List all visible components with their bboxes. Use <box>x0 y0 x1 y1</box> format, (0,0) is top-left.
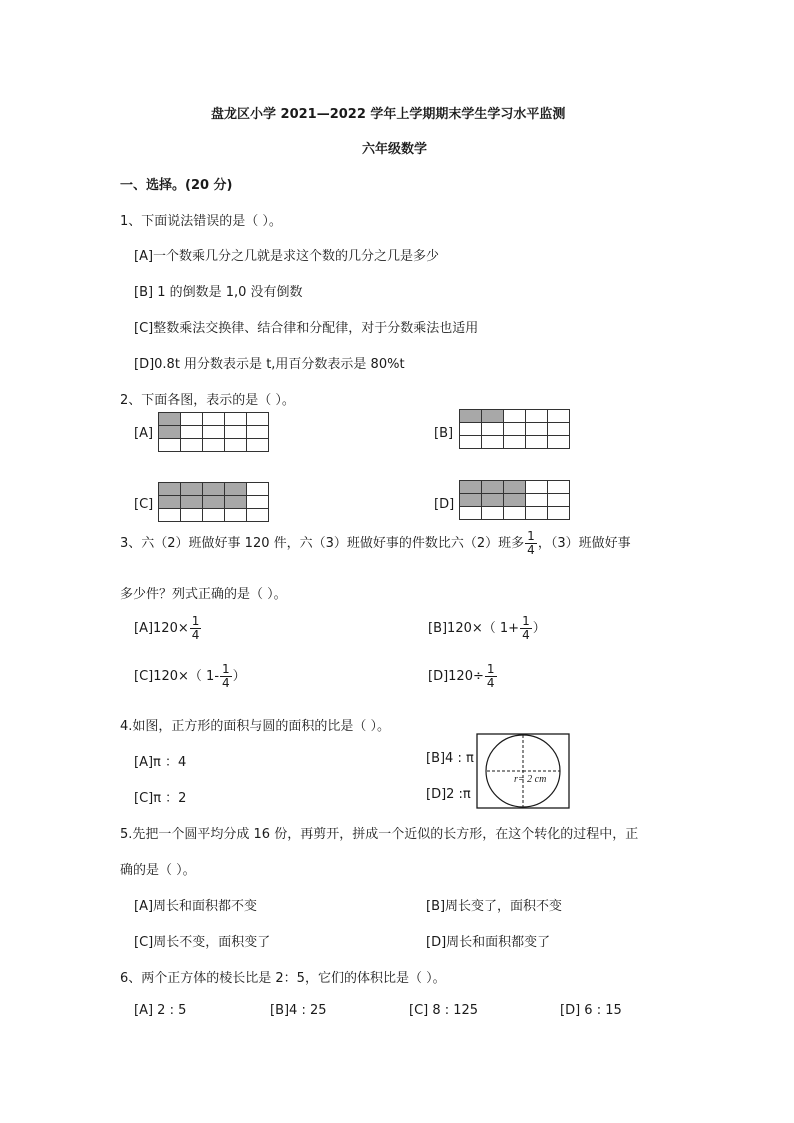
question-5-option-c: [C]周长不变，面积变了 <box>134 935 271 950</box>
question-4-stem: 4.如图，正方形的面积与圆的面积的比是（ ）。 <box>120 719 391 734</box>
grid-row <box>159 483 269 496</box>
grid-cell-shaded <box>181 496 203 509</box>
grid-cell-shaded <box>482 410 504 423</box>
grid-cell-shaded <box>159 483 181 496</box>
question-4-option-a: [A]π ：4 <box>134 755 187 770</box>
grid-cell-shaded <box>482 494 504 507</box>
grid-cell <box>225 439 247 452</box>
grid-cell <box>482 423 504 436</box>
grid-cell-shaded <box>482 481 504 494</box>
exam-title: 盘龙区小学 2021—2022 学年上学期期末学生学习水平监测 <box>211 107 566 122</box>
fraction-numerator: 1 <box>527 529 535 543</box>
option-c-text: [C]120×（ 1- <box>134 669 220 684</box>
grid-cell <box>225 413 247 426</box>
grid-cell <box>247 439 269 452</box>
grid-cell <box>460 436 482 449</box>
grid-row <box>159 509 269 522</box>
fraction-numerator: 1 <box>191 614 200 628</box>
fraction-denominator: 4 <box>486 676 495 690</box>
grid-cell <box>504 507 526 520</box>
question-4-option-b: [B]4 : π <box>426 751 474 766</box>
question-6-option-b: [B]4 : 25 <box>270 1003 327 1018</box>
question-3-option-c <box>134 663 246 690</box>
grid-cell <box>526 494 548 507</box>
grid-cell-shaded <box>159 496 181 509</box>
grid-cell <box>460 507 482 520</box>
fraction-numerator: 1 <box>222 662 230 676</box>
grid-cell <box>181 426 203 439</box>
grid-cell <box>203 426 225 439</box>
fraction-numerator: 1 <box>486 662 495 676</box>
question-3-option-d <box>428 663 498 690</box>
question-2-label-c: [C] <box>134 497 154 512</box>
grid-cell <box>247 483 269 496</box>
fraction-denominator: 4 <box>222 676 230 690</box>
grid-cell <box>225 426 247 439</box>
grid-cell <box>247 509 269 522</box>
grid-row <box>460 494 570 507</box>
question-5-stem-line1: 5.先把一个圆平均分成 16 份，再剪开，拼成一个近似的长方形，在这个转化的过程中，正 <box>120 827 639 842</box>
square-circle-figure <box>476 733 570 809</box>
fraction-one-quarter <box>520 615 532 642</box>
question-5-option-a: [A]周长和面积都不变 <box>134 899 258 914</box>
grid-cell-shaded <box>460 494 482 507</box>
grid-cell-shaded <box>504 481 526 494</box>
question-1-stem: 1、下面说法错误的是（ ）。 <box>120 214 282 229</box>
fraction-one-quarter <box>485 663 497 690</box>
fraction-denominator: 4 <box>191 628 200 642</box>
grid-cell <box>247 413 269 426</box>
grid-cell <box>548 494 570 507</box>
question-2-label-b: [B] <box>434 426 454 441</box>
question-2-grid-d <box>459 480 570 520</box>
grid-cell-shaded <box>504 494 526 507</box>
grid-cell-shaded <box>181 483 203 496</box>
grid-cell <box>526 436 548 449</box>
grid-cell <box>203 509 225 522</box>
fraction-numerator: 1 <box>522 614 530 628</box>
grid-cell <box>181 509 203 522</box>
grid-cell <box>504 410 526 423</box>
grid-cell <box>504 436 526 449</box>
question-4-option-c: [C]π ：2 <box>134 791 187 806</box>
grid-cell <box>181 413 203 426</box>
question-1-option-c: [C]整数乘法交换律、结合律和分配律，对于分数乘法也适用 <box>134 321 479 336</box>
question-1-option-b: [B] 1 的倒数是 1,0 没有倒数 <box>134 285 303 300</box>
option-b-text: [B]120×（ 1+ <box>428 621 520 636</box>
grid-row <box>159 439 269 452</box>
question-5-stem-line2: 确的是（ ）。 <box>120 863 196 878</box>
grid-cell <box>203 413 225 426</box>
grid-cell <box>225 509 247 522</box>
grid-row <box>460 410 570 423</box>
grid-cell-shaded <box>203 483 225 496</box>
question-2-label-d: [D] <box>434 497 455 512</box>
grid-cell <box>482 507 504 520</box>
grid-row <box>159 426 269 439</box>
grid-row <box>460 481 570 494</box>
question-2-grid-c <box>158 482 269 522</box>
question-3-option-a <box>134 615 202 642</box>
exam-subtitle: 六年级数学 <box>362 142 428 157</box>
question-3-stem-part2: ，（3）班做好事 <box>537 536 631 551</box>
grid-cell <box>203 439 225 452</box>
grid-cell <box>526 507 548 520</box>
question-6-option-d: [D] 6 : 15 <box>560 1003 622 1018</box>
grid-cell-shaded <box>225 483 247 496</box>
grid-cell <box>548 436 570 449</box>
grid-cell <box>548 507 570 520</box>
grid-cell <box>548 423 570 436</box>
option-b-close: ） <box>532 621 546 636</box>
grid-cell <box>247 426 269 439</box>
question-1-option-a: [A]一个数乘几分之几就是求这个数的几分之几是多少 <box>134 249 440 264</box>
grid-cell <box>526 423 548 436</box>
question-3-stem-line2: 多少件？列式正确的是（ ）。 <box>120 587 287 602</box>
grid-cell-shaded <box>225 496 247 509</box>
question-2-grid-b <box>459 409 570 449</box>
grid-cell <box>504 423 526 436</box>
grid-cell <box>159 439 181 452</box>
question-1-option-d: [D]0.8t 用分数表示是 t,用百分数表示是 80%t <box>134 357 405 372</box>
grid-cell-shaded <box>203 496 225 509</box>
question-2-label-a: [A] <box>134 426 154 441</box>
grid-cell <box>482 436 504 449</box>
section-heading: 一、选择。(20 分) <box>120 178 233 193</box>
question-6-stem: 6、两个正方体的棱长比是 2：5，它们的体积比是（ ）。 <box>120 971 446 986</box>
fraction-one-quarter <box>190 615 202 642</box>
grid-cell <box>460 423 482 436</box>
grid-cell-shaded <box>460 410 482 423</box>
grid-cell <box>548 410 570 423</box>
question-3-stem-line1 <box>120 530 631 557</box>
option-c-close: ） <box>232 669 246 684</box>
grid-row <box>460 507 570 520</box>
question-6-option-a: [A] 2 : 5 <box>134 1003 187 1018</box>
grid-cell-shaded <box>159 413 181 426</box>
grid-cell-shaded <box>159 426 181 439</box>
grid-cell <box>247 496 269 509</box>
fraction-one-quarter <box>220 663 232 690</box>
radius-label: r= 2 cm <box>514 774 547 785</box>
fraction-denominator: 4 <box>522 628 530 642</box>
question-3-option-b <box>428 615 546 642</box>
grid-cell <box>548 481 570 494</box>
question-3-stem-part1: 3、六（2）班做好事 120 件，六（3）班做好事的件数比六（2）班多 <box>120 536 525 551</box>
grid-cell <box>526 481 548 494</box>
question-5-option-d: [D]周长和面积都变了 <box>426 935 551 950</box>
question-2-grid-a <box>158 412 269 452</box>
grid-row <box>460 423 570 436</box>
grid-row <box>159 413 269 426</box>
option-d-text: [D]120÷ <box>428 669 484 684</box>
grid-cell <box>181 439 203 452</box>
grid-row <box>159 496 269 509</box>
question-5-option-b: [B]周长变了，面积不变 <box>426 899 563 914</box>
fraction-one-quarter <box>525 530 537 557</box>
question-4-option-d: [D]2 :π <box>426 787 471 802</box>
grid-row <box>460 436 570 449</box>
grid-cell-shaded <box>460 481 482 494</box>
fraction-denominator: 4 <box>527 543 535 557</box>
grid-cell <box>526 410 548 423</box>
grid-cell <box>159 509 181 522</box>
question-6-option-c: [C] 8 : 125 <box>409 1003 479 1018</box>
option-a-text: [A]120× <box>134 621 189 636</box>
question-2-stem: 2、下面各图，表示的是（ ）。 <box>120 393 295 408</box>
